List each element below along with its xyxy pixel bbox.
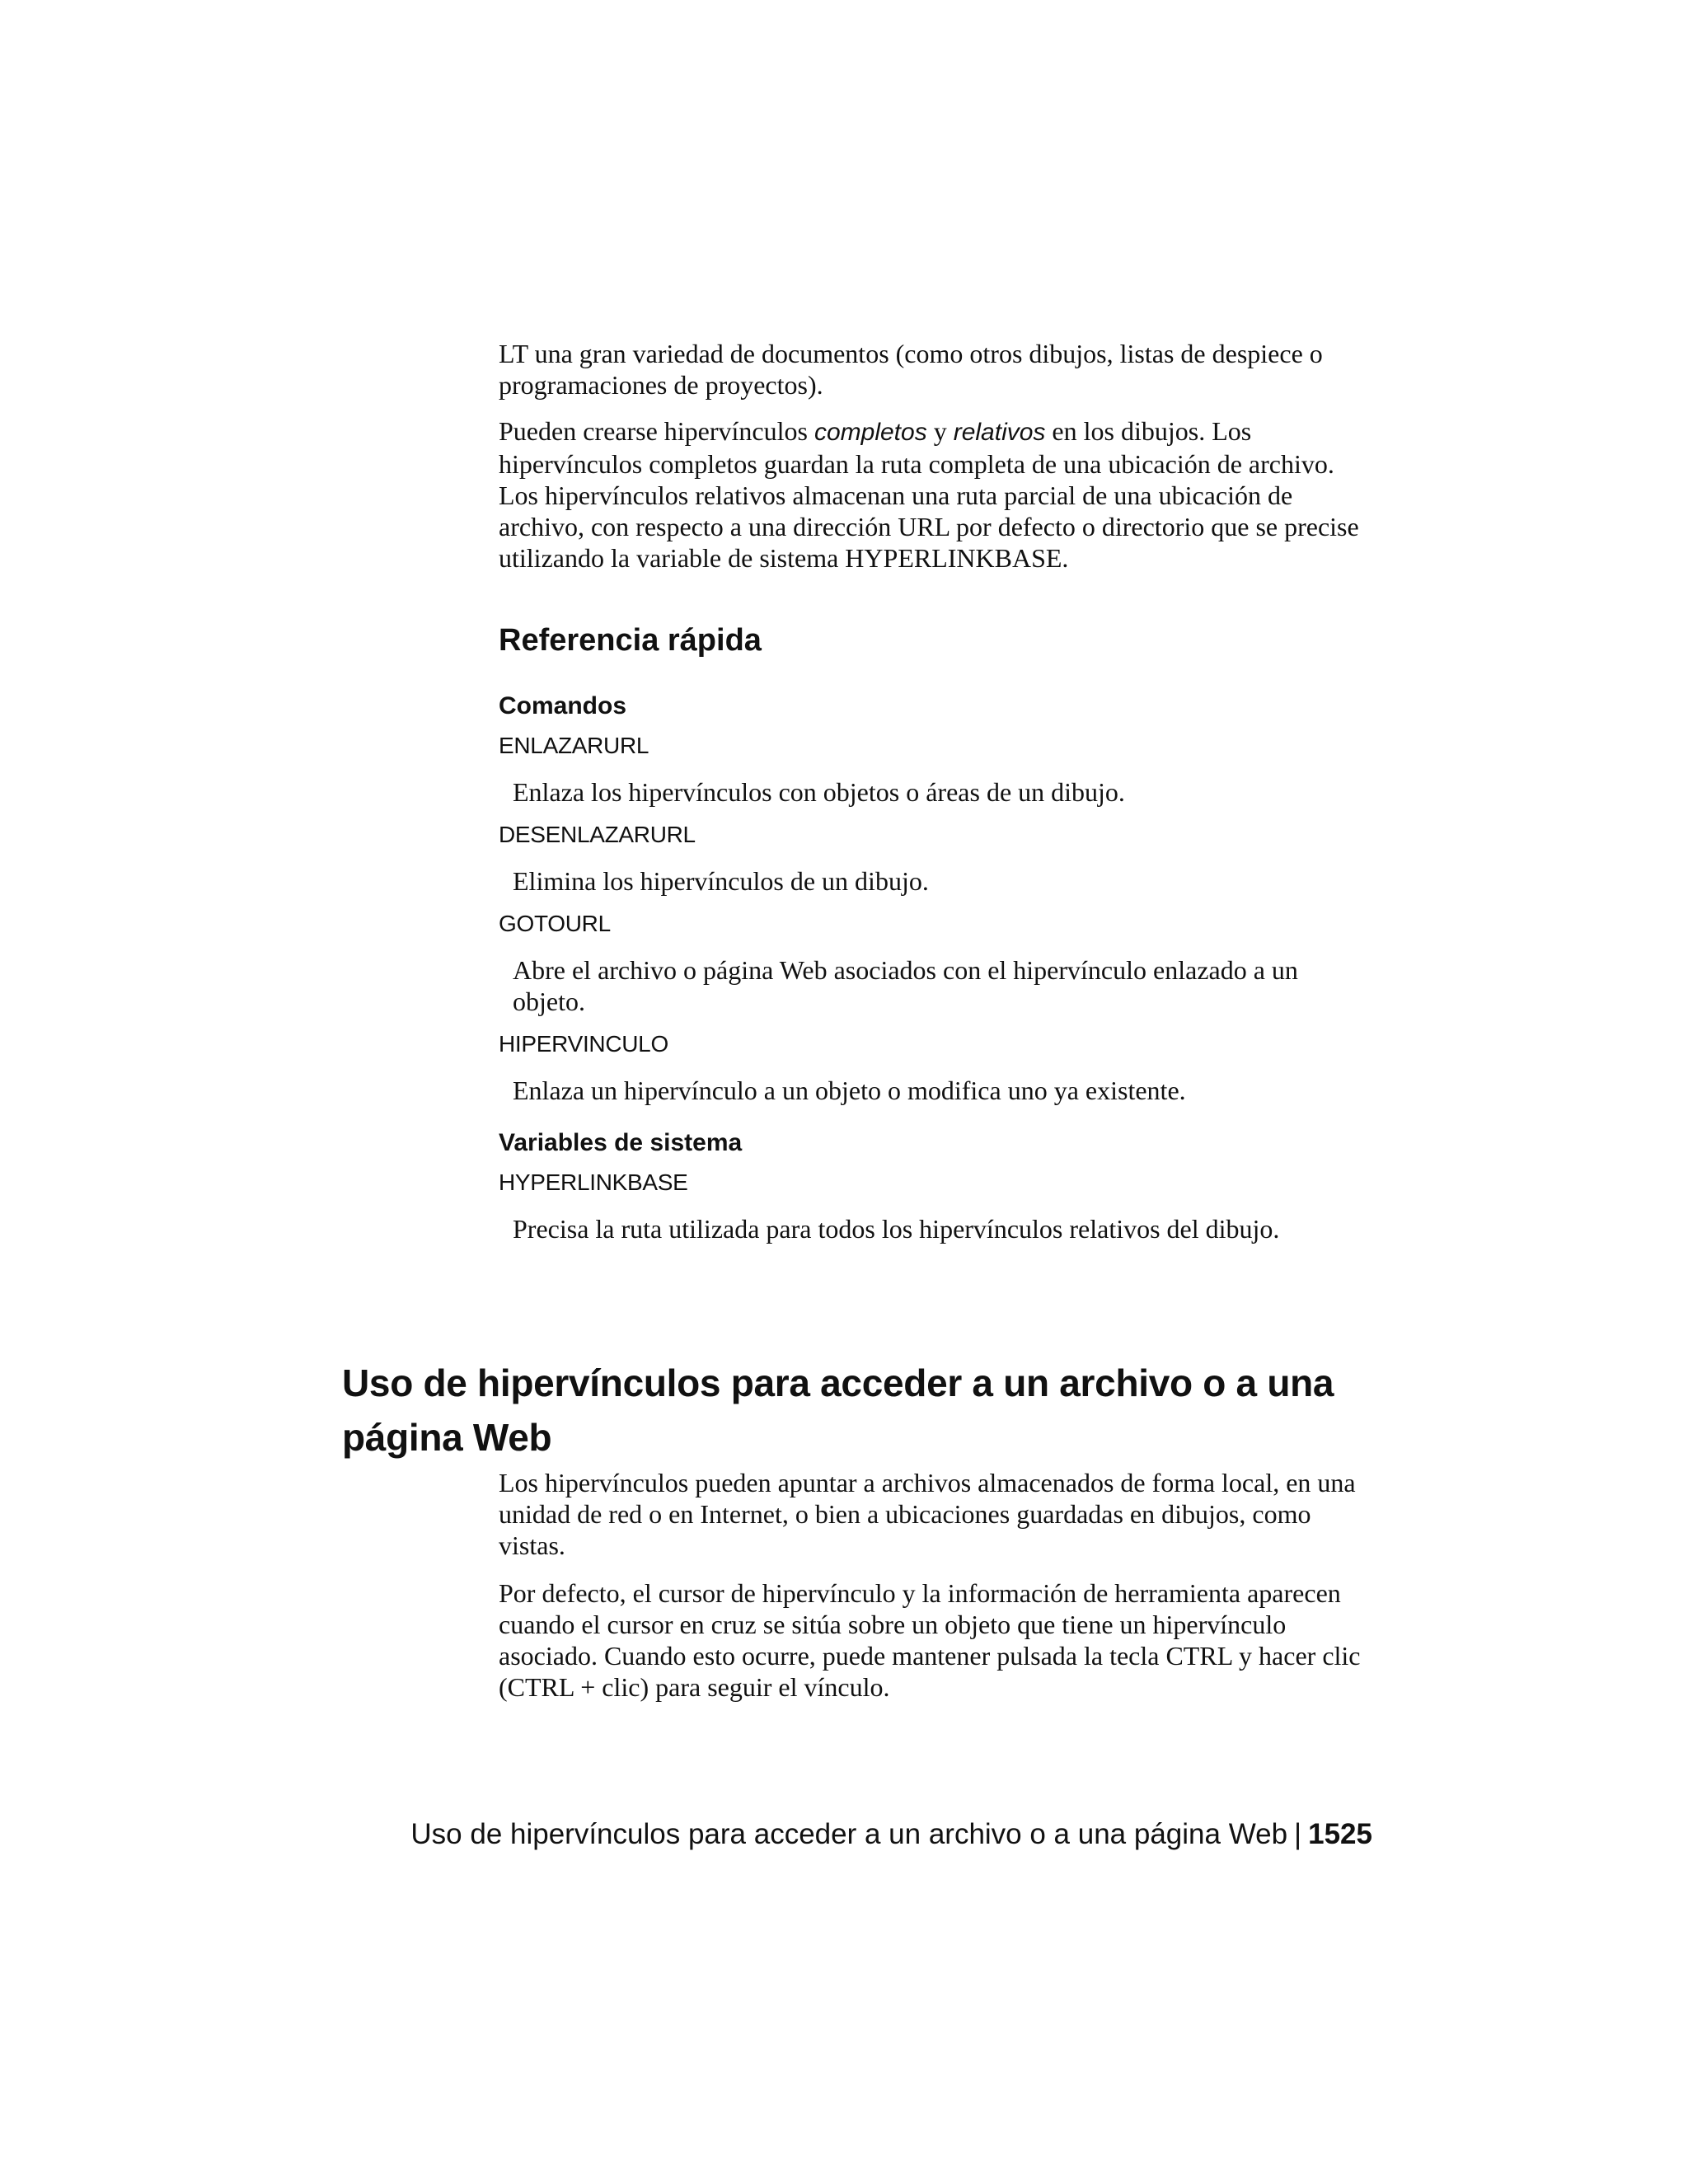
intro-p2-text-b: y [926,416,954,446]
quick-reference-block [499,692,1372,1244]
command-description: Elimina los hipervínculos de un dibujo. [513,866,929,896]
term-completos: completos [814,419,927,446]
system-variable-description: Precisa la ruta utilizada para todos los hipervínculos relativos del dibujo. [513,1214,1280,1244]
page-footer [410,1818,1372,1851]
quick-reference-heading: Referencia rápida [499,623,762,658]
command-name: ENLAZARURL [499,733,649,758]
command-description: Enlaza los hipervínculos con objetos o áreas de un dibujo. [513,777,1125,807]
command-name: GOTOURL [499,911,611,936]
command-description: Abre el archivo o página Web asociados con el hipervínculo enlazado a un objeto. [513,955,1298,1016]
term-relativos: relativos [953,419,1046,446]
intro-block [499,338,1372,574]
system-variables-heading: Variables de sistema [499,1129,743,1156]
intro-paragraph-2 [499,415,1372,574]
section-paragraph-1: Los hipervínculos pueden apuntar a archivos almacenados de forma local, en una unidad de red o en Internet, o bien a ubicaciones guardadas en dibujos, como vistas. [499,1468,1356,1560]
command-description: Enlaza un hipervínculo a un objeto o modifica uno ya existente. [513,1076,1186,1105]
section-heading: Uso de hipervínculos para acceder a un archivo o a una página Web [342,1361,1334,1459]
system-variable-name: HYPERLINKBASE [499,1169,688,1195]
footer-title: Uso de hipervínculos para acceder a un archivo o a una página Web [410,1818,1288,1850]
commands-heading: Comandos [499,692,627,719]
page-number: 1525 [1308,1818,1372,1850]
intro-p2-text-a: Pueden crearse hipervínculos [499,416,814,446]
section-body [499,1467,1372,1703]
command-name: DESENLAZARURL [499,822,696,847]
intro-p2-text-c: en los dibujos. Los hipervínculos completos guardan la ruta completa de una ubicación de archivo. Los hipervínculos relativos almacenan una ruta parcial de una ubicación de archivo, con respecto a una dirección URL por defecto o directorio que se precise utilizando la variable de sistema HYPERLINKBASE. [499,416,1359,573]
footer-separator: | [1294,1818,1302,1850]
intro-paragraph-1: LT una gran variedad de documentos (como otros dibujos, listas de despiece o programaciones de proyectos). [499,339,1323,400]
command-name: HIPERVINCULO [499,1031,668,1057]
section-paragraph-2: Por defecto, el cursor de hipervínculo y la información de herramienta aparecen cuando el cursor en cruz se sitúa sobre un objeto que tiene un hipervínculo asociado. Cuando esto ocurre, puede mantener pulsada la tecla CTRL y hacer clic (CTRL + clic) para seguir el vínculo. [499,1578,1361,1702]
